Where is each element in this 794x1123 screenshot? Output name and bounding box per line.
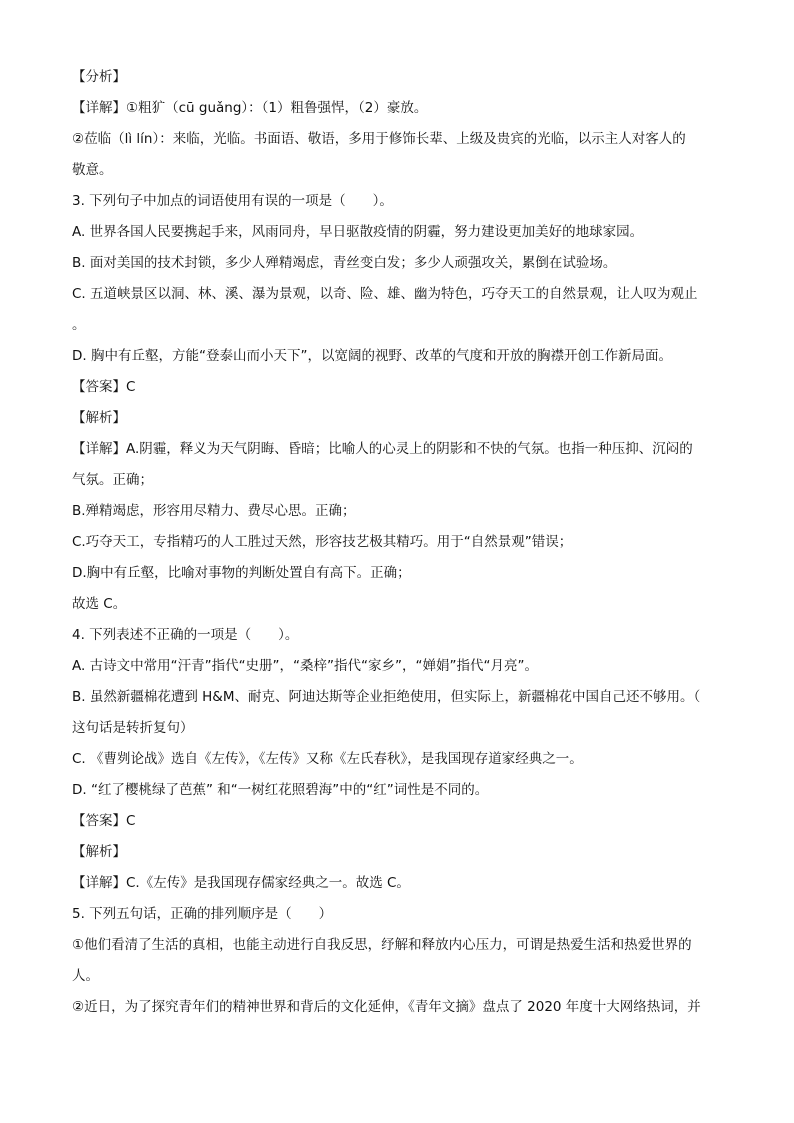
option-b: B. 虽然新疆棉花遭到 H&M、耐克、阿迪达斯等企业拒绝使用，但实际上，新疆棉花中国自己还不够用。（ [72, 689, 701, 705]
section-label-explanation: 【解析】 [72, 410, 126, 426]
text-line: 敬意。 [72, 162, 113, 178]
question-5: 5. 下列五句话，正确的排列顺序是（ ） [72, 906, 333, 922]
option-c: C. 五道峡景区以洞、林、溪、瀑为景观，以奇、险、雄、幽为特色，巧夺天工的自然景观，让人叹为观止 [72, 286, 698, 302]
text-line: B.殚精竭虑，形容用尽精力、费尽心思。正确； [72, 503, 356, 519]
answer-label: 【答案】C [72, 379, 136, 395]
option-d: D. 胸中有丘壑，方能“登泰山而小天下”，以宽阔的视野、改革的气度和开放的胸襟开创工作新局面。 [72, 348, 672, 364]
option-c: C. 《曹刿论战》选自《左传》，《左传》又称《左氏春秋》，是我国现存道家经典之一。 [72, 751, 583, 767]
text-line: 气氛。正确； [72, 472, 153, 488]
section-label-analysis: 【分析】 [72, 69, 126, 85]
text-line: 【详解】C.《左传》是我国现存儒家经典之一。故选 C。 [72, 875, 410, 891]
text-line: 这句话是转折复句） [72, 720, 194, 736]
option-a: A. 古诗文中常用“汗青”指代“史册”，“桑梓”指代“家乡”，“婵娟”指代“月亮”。 [72, 658, 539, 674]
text-line: ①他们看清了生活的真相，也能主动进行自我反思，纾解和释放内心压力，可谓是热爱生活和热爱世界的 [72, 937, 692, 953]
text-line: 【详解】①粗犷（cū guǎng）：（1）粗鲁强悍，（2）豪放。 [72, 100, 428, 116]
question-4: 4. 下列表述不正确的一项是（ ）。 [72, 627, 299, 643]
text-line: ②近日，为了探究青年们的精神世界和背后的文化延伸，《青年文摘》盘点了 2020 年度十大网络热词，并 [72, 999, 701, 1015]
text-line: 【详解】A.阴霾，释义为天气阴晦、昏暗；比喻人的心灵上的阴影和不快的气氛。也指一种压抑、沉闷的 [72, 441, 693, 457]
text-line: C.巧夺天工，专指精巧的人工胜过天然，形容技艺极其精巧。用于“自然景观”错误； [72, 534, 573, 550]
question-3: 3. 下列句子中加点的词语使用有误的一项是（ ）。 [72, 193, 393, 209]
option-b: B. 面对美国的技术封锁，多少人殚精竭虑，青丝变白发；多少人顽强攻关，累倒在试验场。 [72, 255, 617, 271]
section-label-explanation: 【解析】 [72, 844, 126, 860]
option-d: D. “红了樱桃绿了芭蕉” 和“一树红花照碧海”中的“红”词性是不同的。 [72, 782, 489, 798]
option-a: A. 世界各国人民要携起手来，风雨同舟，早日驱散疫情的阴霾，努力建设更加美好的地球家园。 [72, 224, 644, 240]
answer-label: 【答案】C [72, 813, 136, 829]
text-line: 故选 C。 [72, 596, 127, 612]
text-line: D.胸中有丘壑，比喻对事物的判断处置自有高下。正确； [72, 565, 411, 581]
text-line: ②莅临（lì lín）：来临，光临。书面语、敬语，多用于修饰长辈、上级及贵宾的光临，以示主人对客人的 [72, 131, 686, 147]
text-line: 人。 [72, 968, 99, 984]
text-line: 。 [72, 317, 86, 333]
document-page [72, 62, 724, 1023]
